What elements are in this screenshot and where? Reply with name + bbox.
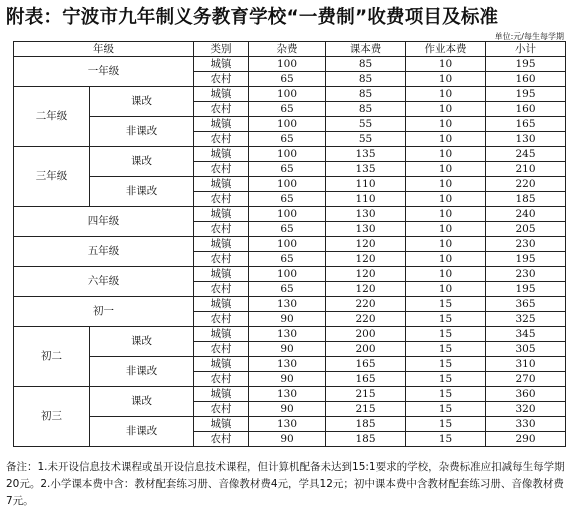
subtotal-cell: 130 [486,132,566,147]
misc-fee-cell: 65 [249,222,326,237]
workbook-fee-cell: 10 [406,207,486,222]
header-textbook-fee: 课本费 [326,42,406,57]
workbook-fee-cell: 10 [406,57,486,72]
subtotal-cell: 165 [486,117,566,132]
grade-cell: 初二 [14,327,90,387]
grade-cell: 六年级 [14,267,194,297]
grade-cell: 五年级 [14,237,194,267]
area-cell: 城镇 [194,117,249,132]
area-cell: 城镇 [194,237,249,252]
misc-fee-cell: 65 [249,72,326,87]
table-row [14,237,566,252]
textbook-fee-cell: 85 [326,102,406,117]
workbook-fee-cell: 15 [406,372,486,387]
subtotal-cell: 230 [486,267,566,282]
subtotal-cell: 270 [486,372,566,387]
grade-cell: 初一 [14,297,194,327]
area-cell: 农村 [194,312,249,327]
subtotal-cell: 305 [486,342,566,357]
subtotal-cell: 160 [486,72,566,87]
workbook-fee-cell: 15 [406,327,486,342]
grade-cell: 二年级 [14,87,90,147]
grade-cell: 初三 [14,387,90,447]
page-title: 附表：宁波市九年制义务教育学校“一费制”收费项目及标准 [6,7,499,28]
header-misc-fee: 杂费 [249,42,326,57]
table-row [14,177,566,192]
textbook-fee-cell: 120 [326,237,406,252]
misc-fee-cell: 100 [249,207,326,222]
table-row [14,87,566,102]
workbook-fee-cell: 15 [406,387,486,402]
misc-fee-cell: 65 [249,282,326,297]
misc-fee-cell: 90 [249,342,326,357]
area-cell: 农村 [194,132,249,147]
workbook-fee-cell: 15 [406,417,486,432]
subtotal-cell: 160 [486,102,566,117]
misc-fee-cell: 90 [249,432,326,447]
unit-label: 单位:元/每生每学期 [494,32,564,41]
textbook-fee-cell: 110 [326,177,406,192]
workbook-fee-cell: 15 [406,312,486,327]
workbook-fee-cell: 15 [406,297,486,312]
textbook-fee-cell: 185 [326,417,406,432]
misc-fee-cell: 65 [249,192,326,207]
subcategory-cell: 课改 [90,147,194,177]
textbook-fee-cell: 120 [326,282,406,297]
subcategory-cell: 非课改 [90,177,194,207]
textbook-fee-cell: 85 [326,87,406,102]
area-cell: 城镇 [194,177,249,192]
table-row [14,417,566,432]
misc-fee-cell: 130 [249,387,326,402]
header-category: 类别 [194,42,249,57]
table-row [14,327,566,342]
subtotal-cell: 195 [486,282,566,297]
grade-cell: 四年级 [14,207,194,237]
textbook-fee-cell: 185 [326,432,406,447]
area-cell: 城镇 [194,327,249,342]
area-cell: 农村 [194,282,249,297]
misc-fee-cell: 100 [249,57,326,72]
misc-fee-cell: 100 [249,237,326,252]
workbook-fee-cell: 10 [406,177,486,192]
textbook-fee-cell: 165 [326,372,406,387]
textbook-fee-cell: 110 [326,192,406,207]
subtotal-cell: 195 [486,87,566,102]
workbook-fee-cell: 10 [406,117,486,132]
area-cell: 城镇 [194,357,249,372]
workbook-fee-cell: 15 [406,402,486,417]
misc-fee-cell: 130 [249,357,326,372]
workbook-fee-cell: 10 [406,282,486,297]
area-cell: 农村 [194,192,249,207]
misc-fee-cell: 130 [249,297,326,312]
subtotal-cell: 185 [486,192,566,207]
area-cell: 城镇 [194,87,249,102]
subtotal-cell: 245 [486,147,566,162]
misc-fee-cell: 65 [249,252,326,267]
subcategory-cell: 课改 [90,327,194,357]
table-row [14,357,566,372]
subtotal-cell: 330 [486,417,566,432]
subtotal-cell: 230 [486,237,566,252]
subtotal-cell: 195 [486,57,566,72]
subtotal-cell: 325 [486,312,566,327]
textbook-fee-cell: 55 [326,132,406,147]
textbook-fee-cell: 55 [326,117,406,132]
textbook-fee-cell: 135 [326,147,406,162]
misc-fee-cell: 65 [249,162,326,177]
workbook-fee-cell: 15 [406,432,486,447]
subtotal-cell: 320 [486,402,566,417]
area-cell: 农村 [194,102,249,117]
subcategory-cell: 非课改 [90,357,194,387]
workbook-fee-cell: 10 [406,87,486,102]
textbook-fee-cell: 215 [326,387,406,402]
textbook-fee-cell: 85 [326,72,406,87]
subcategory-cell: 非课改 [90,417,194,447]
subtotal-cell: 290 [486,432,566,447]
table-body [14,57,566,447]
workbook-fee-cell: 10 [406,192,486,207]
table-header-row [14,42,566,57]
misc-fee-cell: 100 [249,117,326,132]
table-row [14,267,566,282]
footnote: 备注：1.未开设信息技术课程或虽开设信息技术课程，但计算机配备未达到15:1要求的学校，杂费标准应扣减每生每学期20元。2.小学课本费中含：教材配套练习册、音像教材费4元，学具12元；初中课本费中含教材配套练习册、音像教材费7元。 [6,461,565,507]
header-workbook-fee: 作业本费 [406,42,486,57]
subcategory-cell: 课改 [90,87,194,117]
table-row [14,387,566,402]
workbook-fee-cell: 15 [406,357,486,372]
misc-fee-cell: 90 [249,402,326,417]
area-cell: 城镇 [194,207,249,222]
grade-cell: 一年级 [14,57,194,87]
area-cell: 农村 [194,252,249,267]
subtotal-cell: 195 [486,252,566,267]
misc-fee-cell: 90 [249,312,326,327]
misc-fee-cell: 90 [249,372,326,387]
subcategory-cell: 课改 [90,387,194,417]
misc-fee-cell: 65 [249,132,326,147]
workbook-fee-cell: 10 [406,102,486,117]
table-row [14,117,566,132]
header-grade: 年级 [14,42,194,57]
table-row [14,207,566,222]
misc-fee-cell: 100 [249,267,326,282]
subtotal-cell: 205 [486,222,566,237]
subtotal-cell: 220 [486,177,566,192]
area-cell: 城镇 [194,147,249,162]
workbook-fee-cell: 10 [406,147,486,162]
textbook-fee-cell: 215 [326,402,406,417]
textbook-fee-cell: 220 [326,297,406,312]
area-cell: 城镇 [194,417,249,432]
misc-fee-cell: 130 [249,327,326,342]
textbook-fee-cell: 165 [326,357,406,372]
textbook-fee-cell: 120 [326,252,406,267]
header-subtotal: 小计 [486,42,566,57]
workbook-fee-cell: 10 [406,162,486,177]
workbook-fee-cell: 10 [406,72,486,87]
subtotal-cell: 360 [486,387,566,402]
workbook-fee-cell: 15 [406,342,486,357]
area-cell: 城镇 [194,267,249,282]
workbook-fee-cell: 10 [406,222,486,237]
textbook-fee-cell: 135 [326,162,406,177]
area-cell: 农村 [194,162,249,177]
textbook-fee-cell: 200 [326,327,406,342]
subtotal-cell: 345 [486,327,566,342]
textbook-fee-cell: 200 [326,342,406,357]
area-cell: 城镇 [194,57,249,72]
grade-cell: 三年级 [14,147,90,207]
textbook-fee-cell: 130 [326,222,406,237]
area-cell: 城镇 [194,387,249,402]
area-cell: 农村 [194,222,249,237]
table-row [14,297,566,312]
area-cell: 农村 [194,72,249,87]
subtotal-cell: 210 [486,162,566,177]
subtotal-cell: 240 [486,207,566,222]
workbook-fee-cell: 10 [406,132,486,147]
subcategory-cell: 非课改 [90,117,194,147]
table-row [14,57,566,72]
textbook-fee-cell: 120 [326,267,406,282]
area-cell: 农村 [194,372,249,387]
area-cell: 农村 [194,402,249,417]
table-row [14,147,566,162]
misc-fee-cell: 130 [249,417,326,432]
misc-fee-cell: 65 [249,102,326,117]
subtotal-cell: 365 [486,297,566,312]
textbook-fee-cell: 130 [326,207,406,222]
fee-table [13,41,566,447]
subtotal-cell: 310 [486,357,566,372]
misc-fee-cell: 100 [249,147,326,162]
misc-fee-cell: 100 [249,87,326,102]
area-cell: 农村 [194,432,249,447]
textbook-fee-cell: 220 [326,312,406,327]
misc-fee-cell: 100 [249,177,326,192]
textbook-fee-cell: 85 [326,57,406,72]
area-cell: 农村 [194,342,249,357]
area-cell: 城镇 [194,297,249,312]
workbook-fee-cell: 10 [406,267,486,282]
workbook-fee-cell: 10 [406,237,486,252]
workbook-fee-cell: 10 [406,252,486,267]
